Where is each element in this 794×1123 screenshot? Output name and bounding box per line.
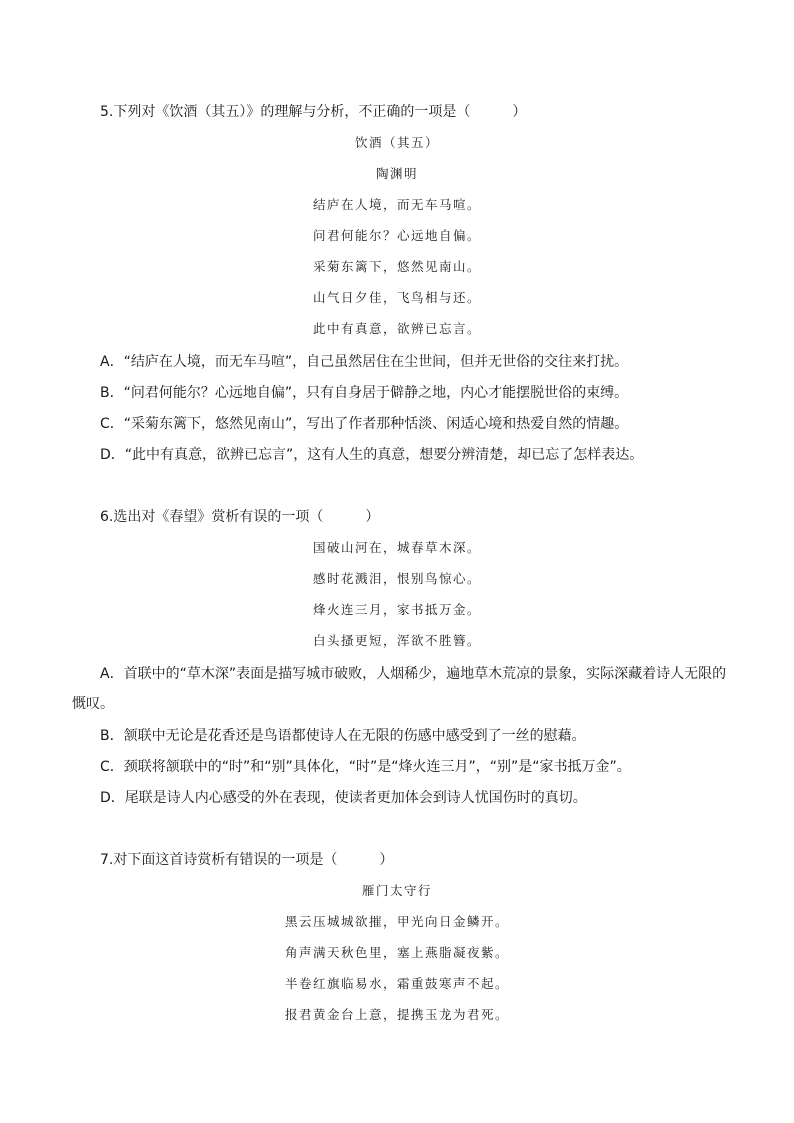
option-b: B．“问君何能尔？心远地自偏”，只有自身居于僻静之地，内心才能摆脱世俗的束缚。 [100,385,629,401]
option-a: A．“结庐在人境，而无车马喧”，自己虽然居住在尘世间，但并无世俗的交往来打扰。 [100,354,629,370]
poem-line: 白头搔更短，浑欲不胜簪。 [312,633,481,648]
poem-line: 半卷红旗临易水，霜重鼓寒声不起。 [284,976,509,991]
poem-line: 结庐在人境，而无车马喧。 [312,197,481,212]
option-c: C．“采菊东篱下，悠然见南山”，写出了作者那种恬淡、闲适心境和热爱自然的情趣。 [100,416,629,432]
poem-line: 报君黄金台上意，提携玉龙为君死。 [284,1007,509,1022]
question-6-title: 6.选出对《春望》赏析有误的一项（ ） [100,509,380,525]
option-c: C．颈联将颔联中的“时”和“别”具体化，“时”是“烽火连三月”，“别”是“家书抵万金”。 [100,759,631,775]
poem-author: 陶渊明 [375,166,418,181]
option-d: D．“此中有真意，欲辨已忘言”，这有人生的真意，想要分辨清楚，却已忘了怎样表达。 [100,447,644,463]
poem-line: 此中有真意，欲辨已忘言。 [312,321,481,336]
poem-line: 国破山河在，城春草木深。 [312,540,481,555]
option-a: A．首联中的“草木深”表面是描写城市破败，人烟稀少，遍地草木荒凉的景象，实际深藏着诗人无限的慨叹。 [72,666,727,712]
poem-line: 采菊东篱下，悠然见南山。 [312,259,481,274]
question-5-title: 5.下列对《饮酒（其五）》的理解与分析，不正确的一项是（ ） [100,104,527,120]
poem-line: 问君何能尔？心远地自偏。 [312,228,481,243]
option-b: B．颔联中无论是花香还是鸟语都使诗人在无限的伤感中感受到了一丝的慰藉。 [100,728,586,744]
poem-line: 烽火连三月，家书抵万金。 [312,602,481,617]
poem-line: 角声满天秋色里，塞上燕脂凝夜紫。 [284,945,509,960]
poem-line: 黑云压城城欲摧，甲光向日金鳞开。 [284,914,509,929]
option-d: D．尾联是诗人内心感受的外在表现，使读者更加体会到诗人忧国伤时的真切。 [100,790,587,806]
poem-title: 雁门太守行 [361,883,432,898]
question-7-title: 7.对下面这首诗赏析有错误的一项是（ ） [100,852,394,868]
poem-line: 山气日夕佳，飞鸟相与还。 [312,290,481,305]
poem-line: 感时花溅泪，恨别鸟惊心。 [312,571,481,586]
poem-title: 饮酒（其五） [354,135,439,150]
